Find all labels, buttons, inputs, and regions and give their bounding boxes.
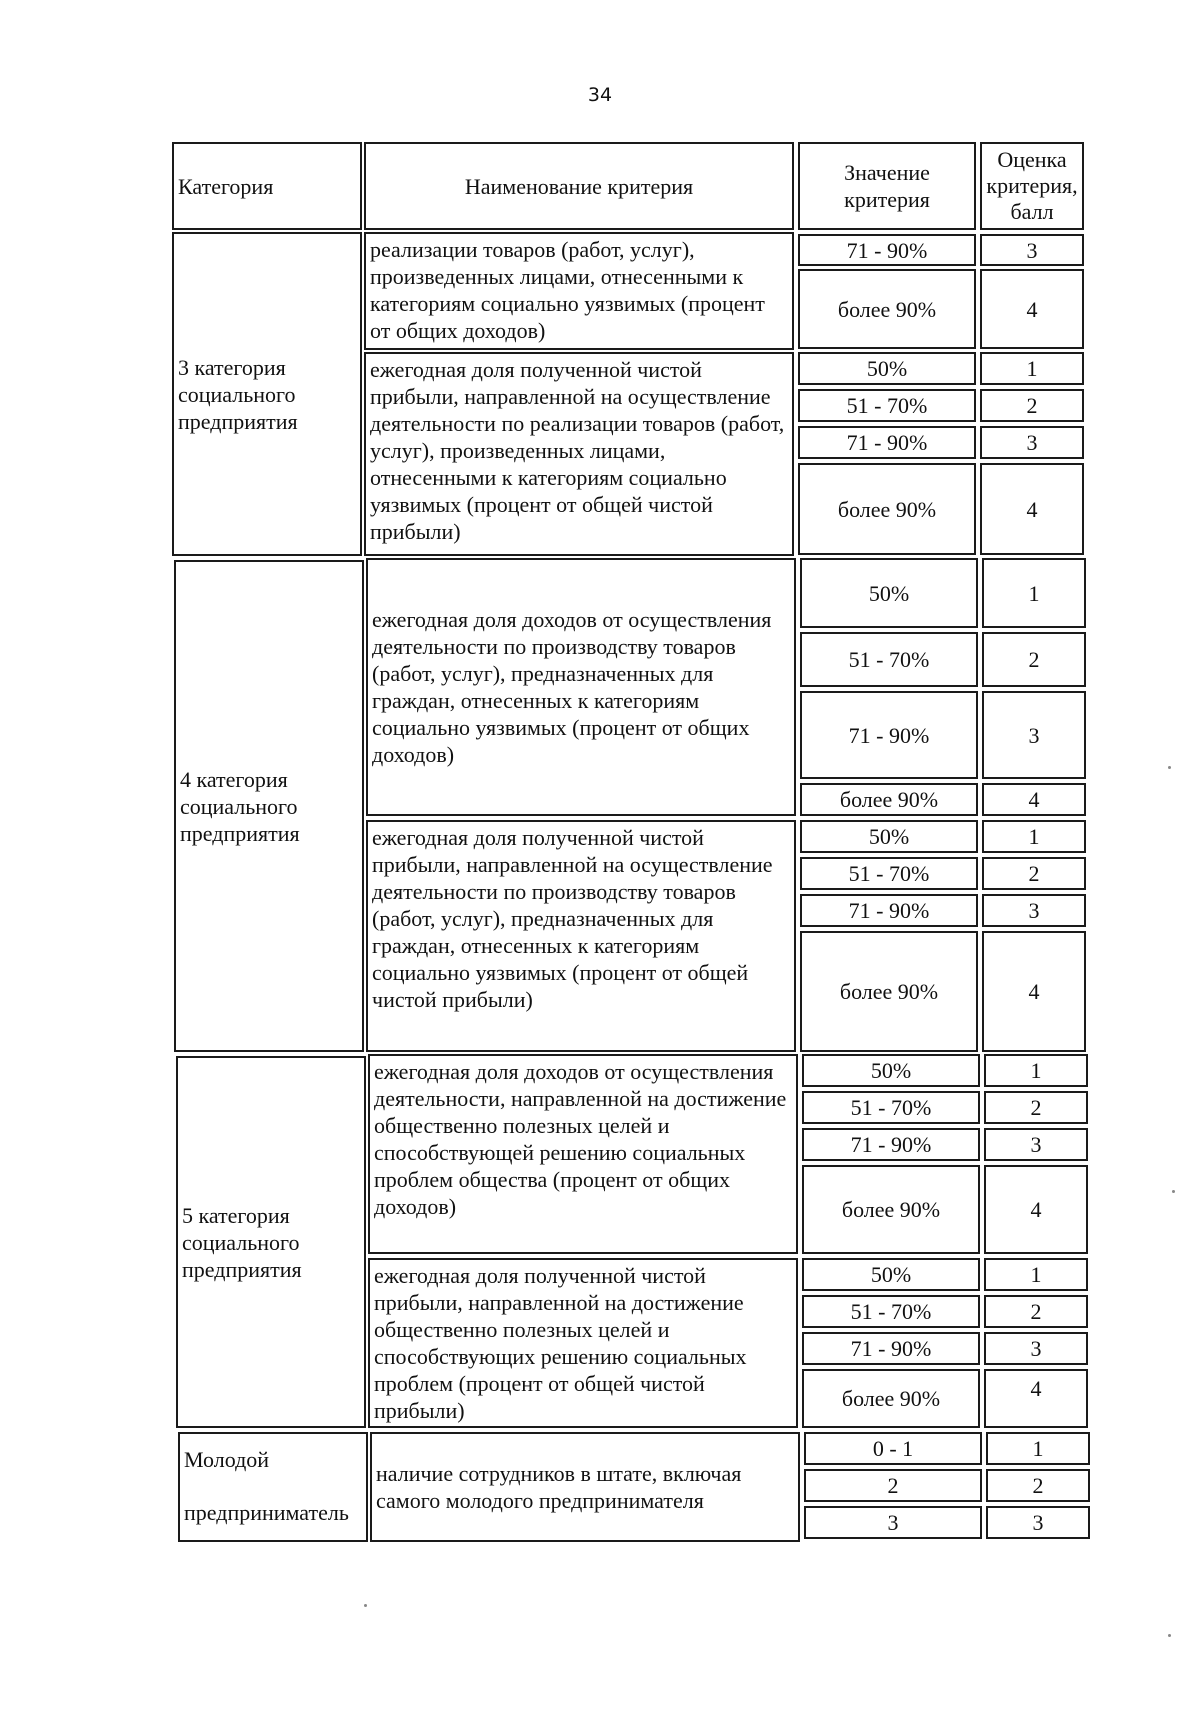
category-young-entrepreneur	[178, 1432, 368, 1542]
score-cell: 3	[984, 1332, 1088, 1365]
scan-speck	[1168, 766, 1171, 769]
value-cell: 51 - 70%	[802, 1091, 980, 1124]
value-cell: 71 - 90%	[802, 1332, 980, 1365]
scan-speck	[364, 1604, 367, 1607]
value-cell: 50%	[802, 1054, 980, 1087]
criterion-5-2: ежегодная доля полученной чистой прибыли, направленной на достижение общественно полезных целей и способствующих решению социальных проблем (процент от общей чистой прибыли)	[368, 1258, 798, 1428]
value-cell: 50%	[800, 558, 978, 628]
header-value: Значение критерия	[798, 142, 976, 230]
score-cell: 3	[986, 1506, 1090, 1539]
scan-speck	[1172, 1190, 1175, 1193]
score-cell: 2	[982, 857, 1086, 890]
header-category: Категория	[172, 142, 362, 230]
criterion-3-2: ежегодная доля полученной чистой прибыли, направленной на осуществление деятельности по реализации товаров (работ, услуг), произведенных лицами, отнесенными к категориям социально уязвимых (процент от общей чистой прибыли)	[364, 352, 794, 556]
score-cell: 1	[982, 558, 1086, 628]
value-cell: более 90%	[798, 269, 976, 349]
score-cell: 4	[980, 269, 1084, 349]
scan-speck	[1168, 1634, 1171, 1637]
score-cell: 1	[984, 1054, 1088, 1087]
value-cell: 50%	[802, 1258, 980, 1291]
value-cell: 2	[804, 1469, 982, 1502]
score-cell: 4	[984, 1369, 1088, 1428]
value-cell: 3	[804, 1506, 982, 1539]
category-young-line2: предприниматель	[184, 1500, 349, 1525]
value-cell: 51 - 70%	[802, 1295, 980, 1328]
value-cell: 0 - 1	[804, 1432, 982, 1465]
value-cell: 51 - 70%	[800, 632, 978, 687]
value-cell: 50%	[798, 352, 976, 385]
score-cell: 2	[986, 1469, 1090, 1502]
category-3: 3 категория социального предприятия	[172, 232, 362, 556]
score-cell: 3	[980, 426, 1084, 459]
score-cell: 2	[982, 632, 1086, 687]
value-cell: 71 - 90%	[800, 894, 978, 927]
score-cell: 2	[984, 1091, 1088, 1124]
value-cell: более 90%	[802, 1369, 980, 1428]
value-cell: 71 - 90%	[798, 426, 976, 459]
header-score: Оценка критерия, балл	[980, 142, 1084, 230]
score-cell: 3	[982, 691, 1086, 779]
criterion-5-1: ежегодная доля доходов от осуществления деятельности, направленной на достижение общественно полезных целей и способствующей решению социальных проблем общества (процент от общих доходов)	[368, 1054, 798, 1254]
value-cell: 71 - 90%	[800, 691, 978, 779]
criterion-4-2: ежегодная доля полученной чистой прибыли, направленной на осуществление деятельности по производству товаров (работ, услуг), предназначенных для граждан, отнесенных к категориям социально уязвимых (процент от общей чистой прибыли)	[366, 820, 796, 1052]
score-cell: 4	[980, 463, 1084, 555]
value-cell: 71 - 90%	[798, 234, 976, 266]
value-cell: более 90%	[800, 783, 978, 816]
value-cell: более 90%	[800, 931, 978, 1052]
score-cell: 4	[982, 931, 1086, 1052]
value-cell: 50%	[800, 820, 978, 853]
score-cell: 3	[984, 1128, 1088, 1161]
score-cell: 1	[984, 1258, 1088, 1291]
criterion-young-1: наличие сотрудников в штате, включая самого молодого предпринимателя	[370, 1432, 800, 1542]
score-cell: 1	[980, 352, 1084, 385]
score-cell: 2	[980, 389, 1084, 422]
criterion-3-1: реализации товаров (работ, услуг), произведенных лицами, отнесенными к категориям социально уязвимых (процент от общих доходов)	[364, 232, 794, 350]
score-cell: 3	[982, 894, 1086, 927]
value-cell: 71 - 90%	[802, 1128, 980, 1161]
score-cell: 4	[984, 1165, 1088, 1254]
score-cell: 4	[982, 783, 1086, 816]
score-cell: 1	[982, 820, 1086, 853]
value-cell: 51 - 70%	[800, 857, 978, 890]
score-cell: 1	[986, 1432, 1090, 1465]
score-cell: 3	[980, 234, 1084, 266]
category-young-line1: Молодой	[184, 1447, 270, 1472]
header-criterion-name: Наименование критерия	[364, 142, 794, 230]
criterion-4-1: ежегодная доля доходов от осуществления деятельности по производству товаров (работ, услуг), предназначенных для граждан, отнесенных к категориям социально уязвимых (процент от общих доходов)	[366, 558, 796, 816]
category-4: 4 категория социального предприятия	[174, 560, 364, 1052]
value-cell: 51 - 70%	[798, 389, 976, 422]
page-number: 34	[587, 84, 613, 106]
category-5: 5 категория социального предприятия	[176, 1056, 366, 1428]
value-cell: более 90%	[798, 463, 976, 555]
value-cell: более 90%	[802, 1165, 980, 1254]
score-cell: 2	[984, 1295, 1088, 1328]
